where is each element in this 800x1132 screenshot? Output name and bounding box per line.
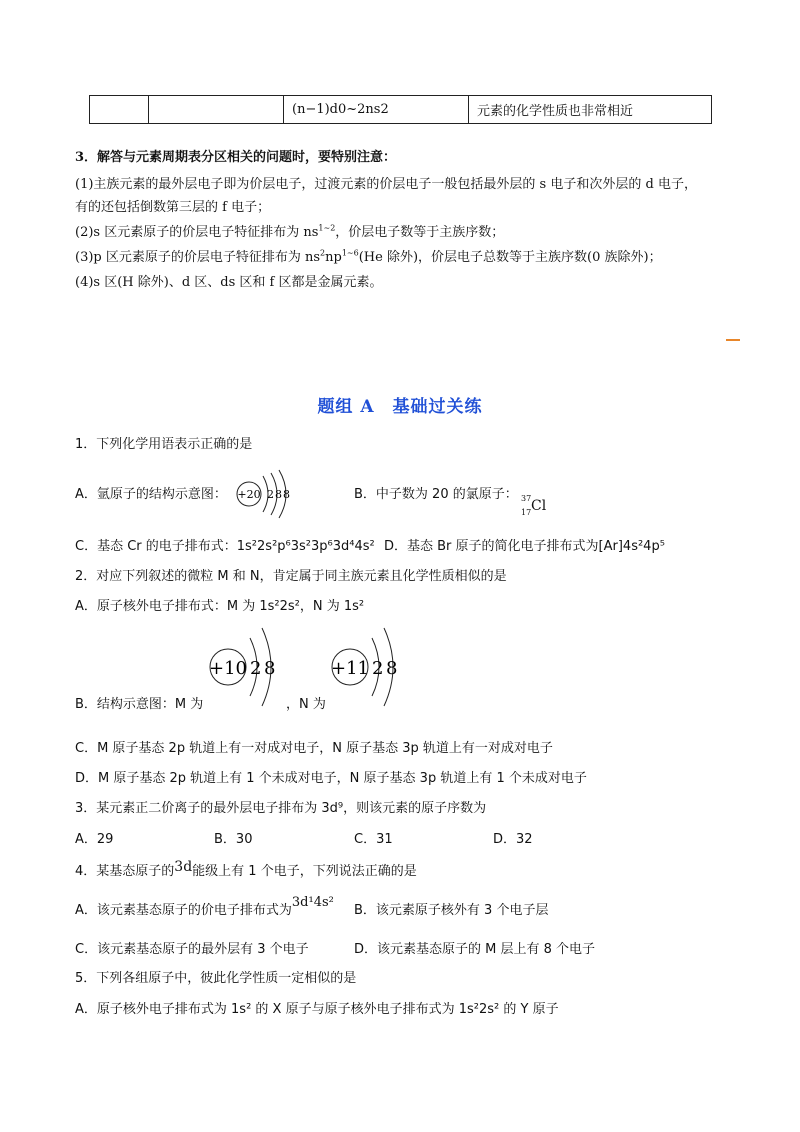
note-line-3	[75, 224, 504, 242]
element-symbol: Cl	[531, 498, 547, 514]
q2-option-d: D．M 原子基态 2p 轨道上有 1 个未成对电子，N 原子基态 3p 轨道上有 1 个未成对电子	[75, 771, 587, 786]
text: A．该元素基态原子的价电子排布式为	[75, 903, 292, 918]
text: 能级上有 1 个电子，下列说法正确的是	[192, 864, 417, 879]
text: D．基态 Br 原子的简化电子排布式为	[384, 539, 599, 554]
shell-count: 8	[264, 658, 276, 679]
table-cell	[90, 96, 149, 124]
region-table	[89, 95, 712, 124]
argon-structure-diagram	[233, 468, 293, 520]
superscript: 2	[320, 248, 326, 258]
q4-option-b: B．该元素原子核外有 3 个电子层	[354, 903, 549, 918]
nucleus-charge: +20	[237, 488, 261, 501]
note-line-4	[75, 249, 662, 267]
shell-count: 8	[283, 488, 290, 501]
q1-option-d	[384, 538, 665, 556]
q4-option-a	[75, 895, 334, 920]
m-structure-diagram	[206, 626, 284, 708]
q2-option-b: B．结构示意图：M 为	[75, 697, 204, 712]
q1-option-a: A．氩原子的结构示意图：	[75, 487, 227, 502]
q5-option-a: A．原子核外电子排布式为 1s² 的 X 原子与原子核外电子排布式为 1s²2s² 的 Y 原子	[75, 1002, 559, 1017]
config: [Ar]4s²4p⁵	[598, 539, 665, 554]
nucleus-charge: +11	[331, 658, 369, 679]
text: C．基态 Cr 的电子排布式：	[75, 539, 237, 554]
table-cell	[149, 96, 284, 124]
shell-count: 2	[372, 658, 384, 679]
text: 4．某基态原子的	[75, 864, 175, 879]
shell-count: 2	[250, 658, 262, 679]
q1-option-c	[75, 538, 375, 556]
q4-option-d: D．该元素基态原子的 M 层上有 8 个电子	[354, 942, 596, 957]
q2-stem: 2．对应下列叙述的微粒 M 和 N，肯定属于同主族元素且化学性质相似的是	[75, 569, 507, 584]
note-line-5: (4)s 区(H 除外)、d 区、ds 区和 f 区都是金属元素。	[75, 275, 383, 290]
q3-option-b: B．30	[214, 832, 253, 847]
text: (3)p 区元素原子的价层电子特征排布为 ns	[75, 250, 321, 265]
table-cell: (n−1)d0~2ns2	[284, 96, 469, 124]
q1-option-b: B．中子数为 20 的氯原子：	[354, 487, 518, 502]
shell-count: 2	[267, 488, 274, 501]
q2-option-c: C．M 原子基态 2p 轨道上有一对成对电子，N 原子基态 3p 轨道上有一对成对电子	[75, 741, 553, 756]
shell-count: 8	[386, 658, 398, 679]
nucleus-charge: +10	[209, 658, 247, 679]
superscript: 1~6	[341, 248, 359, 258]
superscript: 1~2	[318, 223, 336, 233]
chlorine-nuclide-symbol	[521, 494, 551, 520]
q3-stem: 3．某元素正二价离子的最外层电子排布为 3d⁹，则该元素的原子序数为	[75, 801, 487, 816]
q3-option-d: D．32	[493, 832, 533, 847]
accent-dash	[726, 339, 740, 341]
note-line-1: (1)主族元素的最外层电子即为价层电子，过渡元素的价层电子一般包括最外层的 s 电子和次外层的 d 电子，	[75, 177, 697, 192]
group-title: 题组 A 基础过关练	[317, 397, 483, 417]
text: np	[325, 250, 342, 265]
note-heading: 3．解答与元素周期表分区相关的问题时，要特别注意：	[75, 150, 397, 165]
q2-option-a: A．原子核外电子排布式：M 为 1s²2s²，N 为 1s²	[75, 599, 365, 614]
n-structure-diagram	[328, 626, 406, 708]
table-row	[90, 96, 712, 124]
note-line-2: 有的还包括倒数第三层的 f 电子；	[75, 200, 271, 215]
q5-stem: 5．下列各组原子中，彼此化学性质一定相似的是	[75, 971, 357, 986]
text: (He 除外)，价层电子总数等于主族序数(0 族除外)；	[358, 250, 662, 265]
text: (2)s 区元素原子的价层电子特征排布为 ns	[75, 225, 319, 240]
q1-stem: 1．下列化学用语表示正确的是	[75, 437, 253, 452]
q3-option-c: C．31	[354, 832, 393, 847]
q4-option-c: C．该元素基态原子的最外层有 3 个电子	[75, 942, 309, 957]
q3-option-a: A．29	[75, 832, 114, 847]
text: ，价层电子数等于主族序数；	[335, 225, 505, 240]
table-cell: 元素的化学性质也非常相近	[469, 96, 712, 124]
q2-option-b-n: ，N 为	[286, 697, 326, 712]
mass-number: 37	[521, 494, 532, 503]
atomic-number: 17	[521, 508, 532, 517]
q4-stem	[75, 859, 417, 881]
config: 3d¹4s²	[291, 895, 334, 910]
orbital: 3d	[174, 859, 193, 875]
shell-count: 8	[275, 488, 282, 501]
config: 1s²2s²p⁶3s²3p⁶3d⁴4s²	[236, 539, 375, 554]
